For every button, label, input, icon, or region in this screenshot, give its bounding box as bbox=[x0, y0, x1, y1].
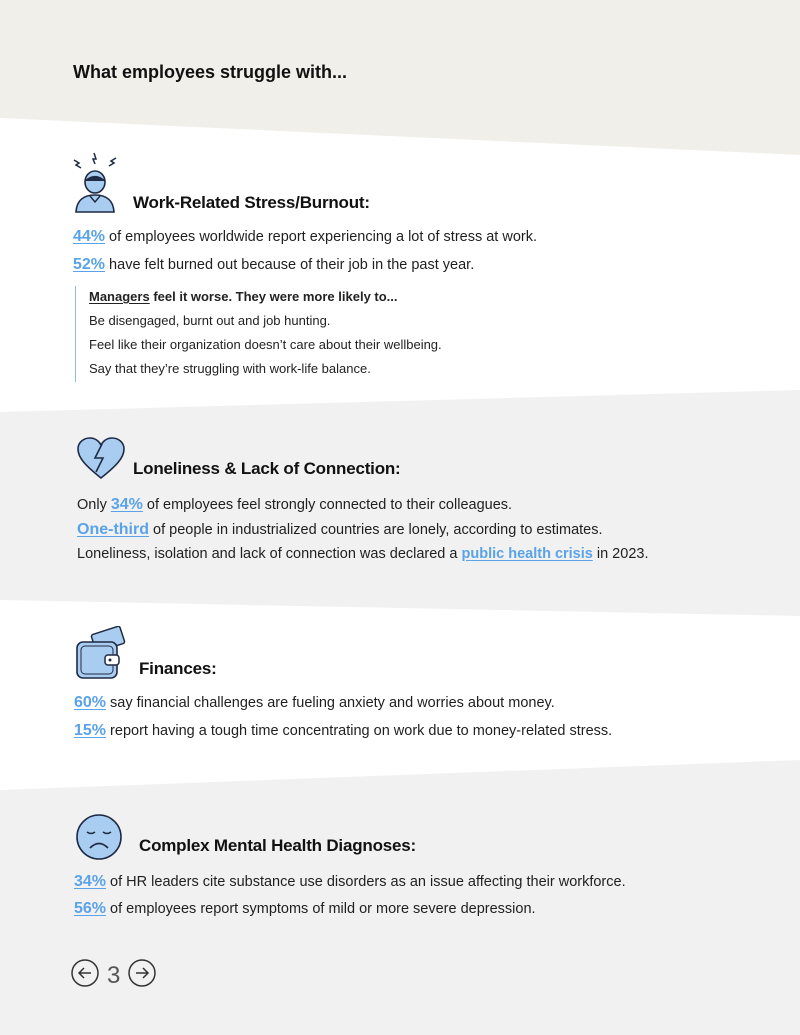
mental-health-line-1 bbox=[74, 873, 626, 891]
stat-link[interactable]: 52% bbox=[73, 256, 106, 273]
stat-link[interactable]: 15% bbox=[74, 722, 107, 739]
callout-item: Say that they’re struggling with work-life balance. bbox=[89, 361, 371, 376]
stat-link[interactable]: 34% bbox=[74, 873, 107, 890]
stressed-person-icon bbox=[70, 152, 122, 219]
stat-link[interactable]: 60% bbox=[74, 694, 107, 711]
stat-text: of employees report symptoms of mild or more severe depression. bbox=[106, 901, 536, 917]
managers-callout bbox=[75, 286, 442, 382]
arrow-right-icon[interactable] bbox=[127, 958, 157, 993]
stress-heading: Work-Related Stress/Burnout: bbox=[133, 193, 370, 212]
stress-stat-line-2 bbox=[73, 256, 474, 274]
loneliness-line-2 bbox=[77, 521, 603, 539]
loneliness-line-1 bbox=[77, 496, 512, 514]
finances-line-1 bbox=[74, 694, 555, 712]
callout-lead-text: feel it worse. They were more likely to... bbox=[149, 289, 398, 304]
stress-stat-line-1 bbox=[73, 228, 537, 246]
arrow-left-icon[interactable] bbox=[70, 958, 100, 993]
stat-text: have felt burned out because of their job in the past year. bbox=[105, 257, 475, 273]
sad-face-icon bbox=[74, 812, 124, 867]
line-text: Loneliness, isolation and lack of connection was declared a bbox=[77, 546, 462, 562]
mental-health-heading: Complex Mental Health Diagnoses: bbox=[139, 836, 416, 855]
stat-text: report having a tough time concentrating on work due to money-related stress. bbox=[106, 723, 613, 739]
stat-text: say financial challenges are fueling anxiety and worries about money. bbox=[106, 695, 555, 711]
stat-text: of HR leaders cite substance use disorders as an issue affecting their workforce. bbox=[106, 874, 626, 890]
finances-heading: Finances: bbox=[139, 659, 217, 678]
managers-link[interactable]: Managers bbox=[89, 289, 150, 304]
stat-link[interactable]: 34% bbox=[110, 496, 143, 513]
stat-link[interactable]: 56% bbox=[74, 900, 107, 917]
callout-item: Be disengaged, burnt out and job hunting. bbox=[89, 313, 331, 328]
line-text: Only bbox=[77, 497, 111, 513]
mental-health-line-2 bbox=[74, 900, 536, 918]
page-number: 3 bbox=[107, 961, 121, 989]
page-title: What employees struggle with... bbox=[73, 62, 348, 82]
line-text: in 2023. bbox=[592, 546, 649, 562]
stat-text: of employees worldwide report experiencing a lot of stress at work. bbox=[105, 229, 538, 245]
line-text: of people in industrialized countries are lonely, according to estimates. bbox=[149, 522, 603, 538]
loneliness-line-3 bbox=[77, 546, 648, 562]
public-health-crisis-link[interactable]: public health crisis bbox=[461, 546, 593, 562]
broken-heart-icon bbox=[76, 436, 126, 485]
pager bbox=[70, 958, 157, 993]
callout-lead bbox=[89, 286, 442, 310]
stat-link[interactable]: One-third bbox=[77, 521, 149, 538]
finances-line-2 bbox=[74, 722, 612, 740]
stat-link[interactable]: 44% bbox=[73, 228, 106, 245]
line-text: of employees feel strongly connected to their colleagues. bbox=[142, 497, 513, 513]
callout-item: Feel like their organization doesn’t care about their wellbeing. bbox=[89, 337, 442, 352]
wallet-icon bbox=[75, 626, 131, 687]
loneliness-heading: Loneliness & Lack of Connection: bbox=[133, 459, 401, 478]
